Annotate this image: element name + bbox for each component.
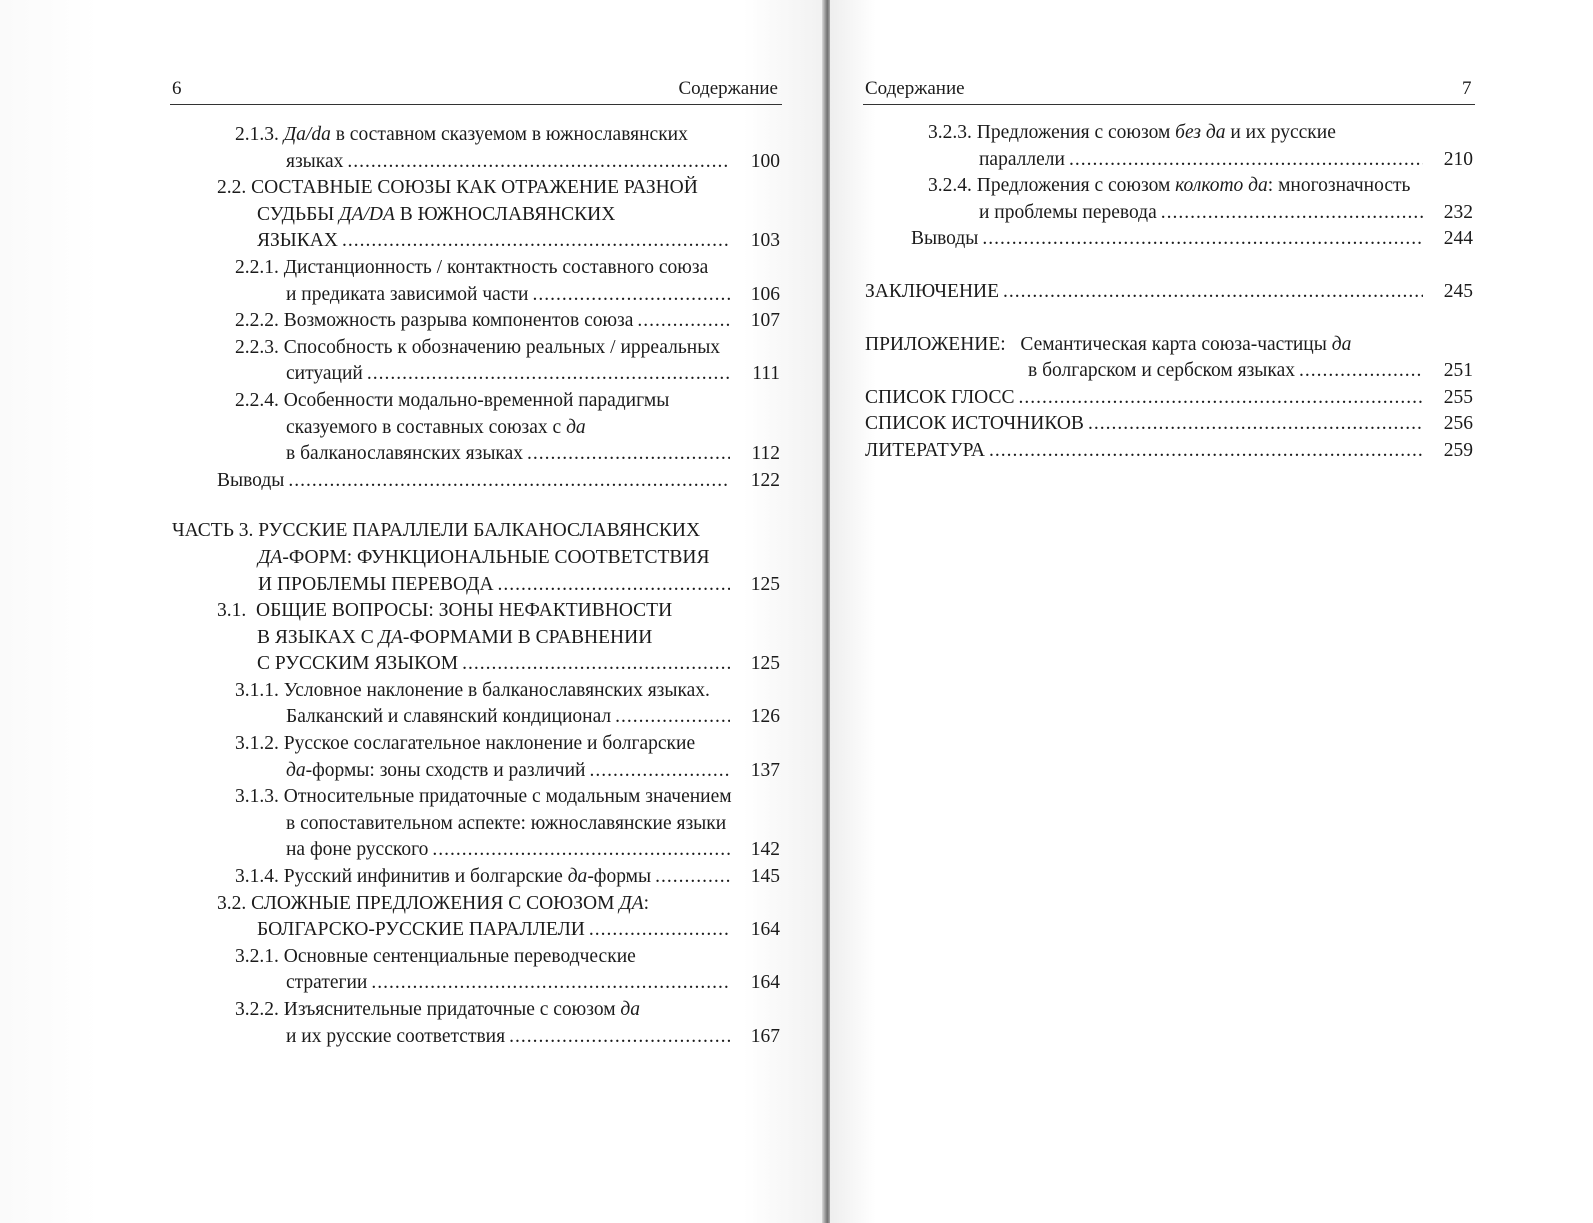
entry-title-line: Изъяснительные придаточные с союзом да — [283, 999, 641, 1020]
toc-entry-2-2-4[interactable] — [0, 388, 780, 468]
section-number: 3.2.2. — [235, 999, 279, 1020]
entry-title-line: Русское сослагательное наклонение и болгарские — [283, 733, 696, 755]
toc-entry-3-1-1[interactable] — [0, 678, 780, 731]
entry-title-last: СПИСОК ГЛОСС — [865, 386, 1015, 408]
toc-entry-part-3[interactable] — [0, 518, 780, 598]
section-number: 2.2.3. — [235, 336, 279, 358]
page-ref: 103 — [750, 230, 780, 252]
entry-title-line: сказуемого в составных союзах с да — [286, 416, 586, 438]
toc-entry-2-1-3[interactable] — [0, 122, 780, 175]
entry-title-last: Русский инфинитив и болгарские да-формы — [283, 866, 652, 888]
section-number: 2.1.3. — [235, 124, 279, 145]
page-number: 6 — [172, 78, 182, 99]
page-ref: 122 — [750, 469, 780, 491]
entry-title-line: Семантическая карта союза-частицы да — [1020, 333, 1352, 355]
entry-title-line: В ЯЗЫКАХ С ДА-ФОРМАМИ В СРАВНЕНИИ — [257, 626, 653, 648]
entry-title-last: и предиката зависимой части — [286, 283, 529, 305]
page-ref: 164 — [750, 919, 780, 941]
entry-title-last: Балканский и славянский кондиционал — [286, 706, 612, 728]
dot-leader — [367, 361, 730, 388]
dot-leader — [589, 917, 730, 944]
page-ref: 232 — [1443, 201, 1473, 223]
entry-title-line: Особенности модально-временной парадигмы — [283, 389, 670, 411]
entry-title-line: Да/da в составном сказуемом в южнославянских — [283, 124, 688, 145]
page-ref: 100 — [750, 150, 780, 172]
page-ref: 167 — [750, 1025, 780, 1047]
dot-leader — [982, 226, 1423, 253]
page-ref: 245 — [1443, 280, 1473, 302]
toc-entry-3-1[interactable] — [0, 598, 780, 678]
right-page — [830, 0, 1593, 1223]
section-number: 2.2.2. — [235, 310, 279, 332]
toc-entry-3-2-2[interactable] — [0, 997, 780, 1050]
toc-entry-2-2-3[interactable] — [0, 335, 780, 388]
entry-title-last: Выводы — [911, 228, 979, 250]
entry-title-last: в балканославянских языках — [286, 443, 524, 465]
toc-entry-3-1-4[interactable] — [0, 864, 780, 891]
section-number: 3.2.1. — [235, 945, 279, 967]
dot-leader — [1088, 411, 1423, 438]
entry-title-last: и проблемы перевода — [979, 201, 1157, 223]
page-ref: 126 — [750, 706, 780, 728]
page-ref: 142 — [750, 839, 780, 861]
page-ref: 125 — [750, 653, 780, 675]
toc-entry-2-2-2[interactable] — [0, 308, 780, 335]
dot-leader — [432, 837, 730, 864]
page-ref: 145 — [750, 866, 780, 888]
dot-leader — [288, 468, 730, 495]
page-ref: 112 — [751, 443, 780, 465]
page-ref: 244 — [1443, 228, 1473, 250]
section-number: 3.1.4. — [235, 866, 279, 888]
entry-title-last: ЗАКЛЮЧЕНИЕ — [865, 280, 1000, 302]
section-number: 3.2.4. — [928, 175, 972, 197]
page-ref: 210 — [1443, 148, 1473, 170]
table-of-contents — [0, 122, 780, 1050]
entry-title-last: в болгарском и сербском языках — [1028, 360, 1295, 382]
page-ref: 106 — [750, 283, 780, 305]
toc-entry-2-2[interactable] — [0, 175, 780, 255]
page-number: 7 — [1462, 78, 1472, 99]
page-ref: 251 — [1443, 360, 1473, 382]
section-number: 3.1.2. — [235, 733, 279, 755]
dot-leader — [615, 704, 730, 731]
entry-title-last: С РУССКИМ ЯЗЫКОМ — [257, 653, 459, 675]
entry-title-last: ЛИТЕРАТУРА — [865, 439, 985, 461]
entry-title-line: СОСТАВНЫЕ СОЮЗЫ КАК ОТРАЖЕНИЕ РАЗНОЙ — [251, 177, 698, 199]
header-rule — [170, 104, 782, 105]
dot-leader — [589, 758, 730, 785]
dot-leader — [655, 864, 730, 891]
entry-title-last: СПИСОК ИСТОЧНИКОВ — [865, 413, 1084, 435]
dot-leader — [1003, 279, 1423, 306]
page-ref: 137 — [750, 759, 780, 781]
entry-title-line: Способность к обозначению реальных / ирреальных — [283, 336, 721, 358]
toc-entry-glosses[interactable] — [830, 385, 1473, 412]
toc-entry-sources[interactable] — [830, 411, 1473, 438]
toc-entry-literature[interactable] — [830, 438, 1473, 465]
page-ref: 164 — [750, 972, 780, 994]
dot-leader — [1069, 147, 1423, 174]
dot-leader — [1019, 385, 1423, 412]
toc-entry-3-2-4[interactable] — [830, 173, 1473, 226]
entry-title-last: Выводы — [217, 469, 285, 491]
dot-leader — [462, 651, 730, 678]
entry-title-line: РУССКИЕ ПАРАЛЛЕЛИ БАЛКАНОСЛАВЯНСКИХ — [258, 520, 701, 542]
section-number: 2.2. — [217, 177, 247, 199]
header-rule — [863, 104, 1475, 105]
entry-title-last: И ПРОБЛЕМЫ ПЕРЕВОДА — [258, 573, 494, 595]
page-ref: 259 — [1443, 439, 1473, 461]
entry-title-last: ЯЗЫКАХ — [257, 230, 338, 252]
page-ref: 256 — [1443, 413, 1473, 435]
entry-title-line: СУДЬБЫ ДА/DA В ЮЖНОСЛАВЯНСКИХ — [257, 203, 616, 225]
section-number: 3.2.3. — [928, 122, 972, 143]
entry-title-last: Возможность разрыва компонентов союза — [283, 310, 634, 332]
entry-title-line: Предложения с союзом колкото да: многозначность — [976, 175, 1411, 197]
entry-title-last: да-формы: зоны сходств и различий — [286, 759, 586, 781]
dot-leader — [532, 282, 730, 309]
toc-entry-3-2-1[interactable] — [0, 944, 780, 997]
dot-leader — [1299, 358, 1423, 385]
dot-leader — [989, 438, 1423, 465]
entry-title-last: БОЛГАРСКО-РУССКИЕ ПАРАЛЛЕЛИ — [257, 919, 585, 941]
section-number: 2.2.1. — [235, 256, 279, 278]
section-number: 3.1. — [217, 600, 247, 622]
entry-title-line: Дистанционность / контактность составного союза — [283, 256, 709, 278]
section-number: 3.1.3. — [235, 786, 279, 808]
section-number: ЧАСТЬ 3. — [172, 520, 254, 542]
toc-entry-3-1-2[interactable] — [0, 731, 780, 784]
section-number: 3.2. — [217, 892, 247, 914]
entry-title-last: ситуаций — [286, 363, 363, 385]
entry-title-line: в сопоставительном аспекте: южнославянские языки — [286, 812, 727, 834]
section-number: ПРИЛОЖЕНИЕ: — [865, 333, 1006, 355]
dot-leader — [371, 970, 730, 997]
running-title: Содержание — [678, 78, 778, 99]
entry-title-line: Относительные придаточные с модальным значением — [283, 786, 732, 808]
entry-title-last: языках — [286, 150, 344, 172]
toc-entry-conclusions[interactable] — [0, 468, 780, 495]
page-ref: 107 — [750, 310, 780, 332]
page-ref: 255 — [1443, 386, 1473, 408]
running-title: Содержание — [865, 78, 965, 99]
page-ref: 125 — [750, 573, 780, 595]
entry-title-line: ДА-ФОРМ: ФУНКЦИОНАЛЬНЫЕ СООТВЕТСТВИЯ — [258, 546, 710, 568]
dot-leader — [498, 572, 730, 599]
entry-title-last: и их русские соответствия — [286, 1025, 506, 1047]
dot-leader — [342, 228, 730, 255]
toc-entry-2-2-1[interactable] — [0, 255, 780, 308]
dot-leader — [1161, 200, 1423, 227]
entry-title-last: параллели — [979, 148, 1065, 170]
section-number: 2.2.4. — [235, 389, 279, 411]
dot-leader — [347, 149, 730, 176]
entry-title-last: стратегии — [286, 972, 368, 994]
page-ref: 111 — [752, 363, 780, 385]
entry-title-line: СЛОЖНЫЕ ПРЕДЛОЖЕНИЯ С СОЮЗОМ ДА: — [251, 892, 650, 914]
entry-title-line: Предложения с союзом без да и их русские — [976, 122, 1336, 143]
entry-title-line: ОБЩИЕ ВОПРОСЫ: ЗОНЫ НЕФАКТИВНОСТИ — [256, 600, 673, 622]
toc-entry-3-2-3[interactable] — [830, 120, 1473, 173]
section-number: 3.1.1. — [235, 679, 279, 701]
table-of-contents — [830, 120, 1473, 465]
toc-entry-3-2[interactable] — [0, 891, 780, 944]
dot-leader — [527, 441, 730, 468]
toc-entry-conclusions[interactable] — [830, 226, 1473, 253]
toc-entry-conclusion[interactable] — [830, 279, 1473, 306]
entry-title-line: Основные сентенциальные переводческие — [283, 945, 636, 967]
entry-title-line: Условное наклонение в балканославянских языках. — [283, 679, 710, 701]
dot-leader — [637, 308, 730, 335]
entry-title-last: на фоне русского — [286, 839, 429, 861]
toc-entry-3-1-3[interactable] — [0, 784, 780, 864]
dot-leader — [509, 1024, 730, 1051]
toc-entry-appendix[interactable] — [830, 332, 1473, 385]
